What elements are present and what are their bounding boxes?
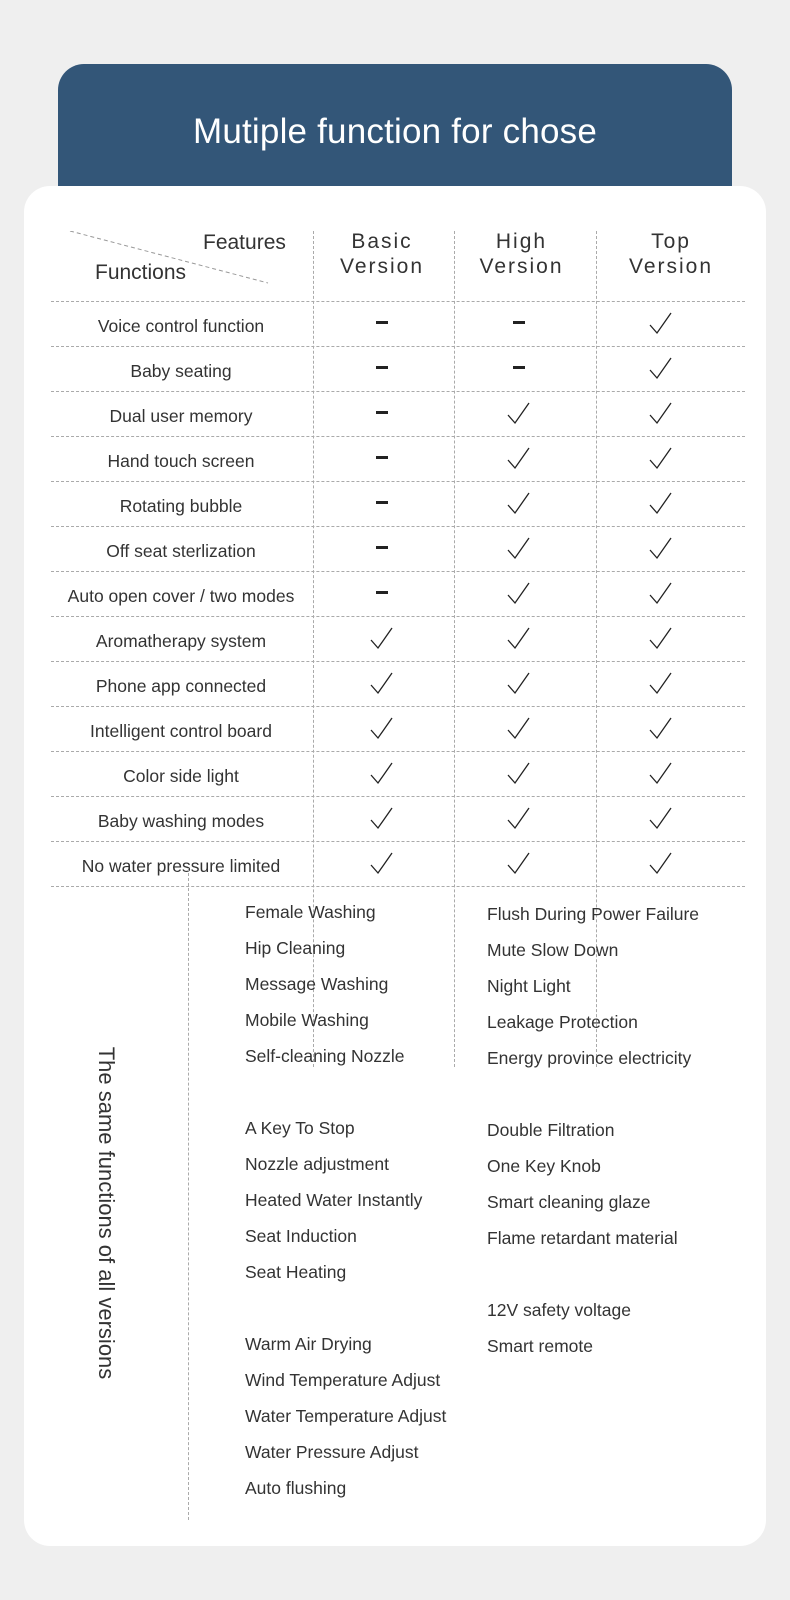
function-label: Phone app connected (95, 676, 267, 696)
feature-item: Heated Water Instantly (245, 1190, 423, 1210)
function-label: Aromatherapy system (95, 631, 267, 651)
version-header-basic: Basic Version (339, 230, 425, 278)
checkmark-icon (369, 762, 399, 784)
table-row (51, 797, 745, 842)
checkmark-icon (369, 627, 399, 649)
checkmark-icon (648, 357, 678, 379)
feature-item: Mobile Washing (245, 1010, 369, 1030)
feature-item: Smart cleaning glaze (487, 1192, 651, 1212)
not-available-dash-icon (369, 537, 399, 559)
page-title: Mutiple function for chose (192, 112, 598, 151)
feature-item: Auto flushing (245, 1478, 347, 1498)
not-available-dash-icon (369, 357, 399, 379)
checkmark-icon (506, 582, 536, 604)
checkmark-icon (648, 717, 678, 739)
feature-item: Female Washing (245, 902, 376, 922)
feature-item: Mute Slow Down (487, 940, 619, 960)
not-available-dash-icon (369, 402, 399, 424)
not-available-dash-icon (369, 582, 399, 604)
checkmark-icon (369, 717, 399, 739)
table-row (51, 347, 745, 392)
function-label: Intelligent control board (90, 721, 272, 741)
function-label: Baby washing modes (97, 811, 265, 831)
comparison-card (24, 186, 766, 1546)
function-label: Dual user memory (109, 406, 253, 426)
table-row (51, 437, 745, 482)
feature-item: Nozzle adjustment (245, 1154, 389, 1174)
checkmark-icon (648, 447, 678, 469)
version-header-top: Top Version (628, 230, 714, 278)
feature-item: Seat Induction (245, 1226, 357, 1246)
checkmark-icon (506, 537, 536, 559)
table-row (51, 752, 745, 797)
feature-item: Self-cleaning Nozzle (245, 1046, 405, 1066)
function-label: Baby seating (130, 361, 232, 381)
checkmark-icon (506, 447, 536, 469)
corner-label-features: Features (203, 231, 286, 254)
feature-item: Energy province electricity (487, 1048, 692, 1068)
table-row (51, 617, 745, 662)
header-banner (58, 64, 732, 196)
shared-functions-title: The same functions of all versions (94, 1046, 119, 1380)
function-label: No water pressure limited (81, 856, 281, 876)
checkmark-icon (506, 492, 536, 514)
function-label: Color side light (123, 766, 239, 786)
feature-item: Water Temperature Adjust (245, 1406, 447, 1426)
feature-item: Night Light (487, 976, 571, 996)
checkmark-icon (369, 672, 399, 694)
checkmark-icon (648, 537, 678, 559)
feature-item: Leakage Protection (487, 1012, 638, 1032)
table-body (51, 302, 745, 887)
shared-functions-section (24, 868, 766, 1518)
feature-item: Flame retardant material (487, 1228, 678, 1248)
feature-item: Wind Temperature Adjust (245, 1370, 441, 1390)
checkmark-icon (506, 762, 536, 784)
checkmark-icon (648, 807, 678, 829)
section-divider (188, 868, 189, 1520)
list-spacer (487, 1084, 699, 1120)
version-header-high: High Version (479, 230, 564, 278)
table-row (51, 392, 745, 437)
function-label: Rotating bubble (119, 496, 243, 516)
function-label: Voice control function (97, 316, 265, 336)
list-spacer (245, 1298, 446, 1334)
checkmark-icon (648, 312, 678, 334)
feature-item: A Key To Stop (245, 1118, 355, 1138)
checkmark-icon (648, 762, 678, 784)
not-available-dash-icon (369, 312, 399, 334)
not-available-dash-icon (506, 357, 536, 379)
feature-item: Flush During Power Failure (487, 904, 700, 924)
feature-item: Warm Air Drying (245, 1334, 372, 1354)
function-label: Auto open cover / two modes (67, 586, 295, 606)
function-label: Hand touch screen (107, 451, 255, 471)
checkmark-icon (648, 492, 678, 514)
checkmark-icon (506, 627, 536, 649)
feature-item: Smart remote (487, 1336, 593, 1356)
not-available-dash-icon (369, 447, 399, 469)
feature-item: Message Washing (245, 974, 389, 994)
table-row (51, 527, 745, 572)
checkmark-icon (506, 402, 536, 424)
not-available-dash-icon (506, 312, 536, 334)
feature-item: One Key Knob (487, 1156, 601, 1176)
checkmark-icon (506, 717, 536, 739)
feature-item: Seat Heating (245, 1262, 347, 1282)
feature-item: Double Filtration (487, 1120, 615, 1140)
checkmark-icon (648, 402, 678, 424)
corner-label-functions: Functions (95, 261, 187, 284)
table-row (51, 662, 745, 707)
not-available-dash-icon (369, 492, 399, 514)
table-row (51, 707, 745, 752)
checkmark-icon (506, 807, 536, 829)
table-row (51, 482, 745, 527)
checkmark-icon (369, 807, 399, 829)
table-header (51, 231, 745, 301)
table-row (51, 302, 745, 347)
feature-item: 12V safety voltage (487, 1300, 631, 1320)
function-label: Off seat sterlization (106, 541, 256, 561)
checkmark-icon (648, 672, 678, 694)
checkmark-icon (648, 627, 678, 649)
checkmark-icon (506, 672, 536, 694)
feature-item: Water Pressure Adjust (245, 1442, 419, 1462)
shared-functions-right-list (487, 904, 699, 1372)
list-spacer (487, 1264, 699, 1300)
feature-item: Hip Cleaning (245, 938, 346, 958)
checkmark-icon (648, 582, 678, 604)
list-spacer (245, 1082, 446, 1118)
comparison-table (51, 231, 745, 887)
shared-functions-left-list (245, 902, 446, 1514)
table-row (51, 572, 745, 617)
